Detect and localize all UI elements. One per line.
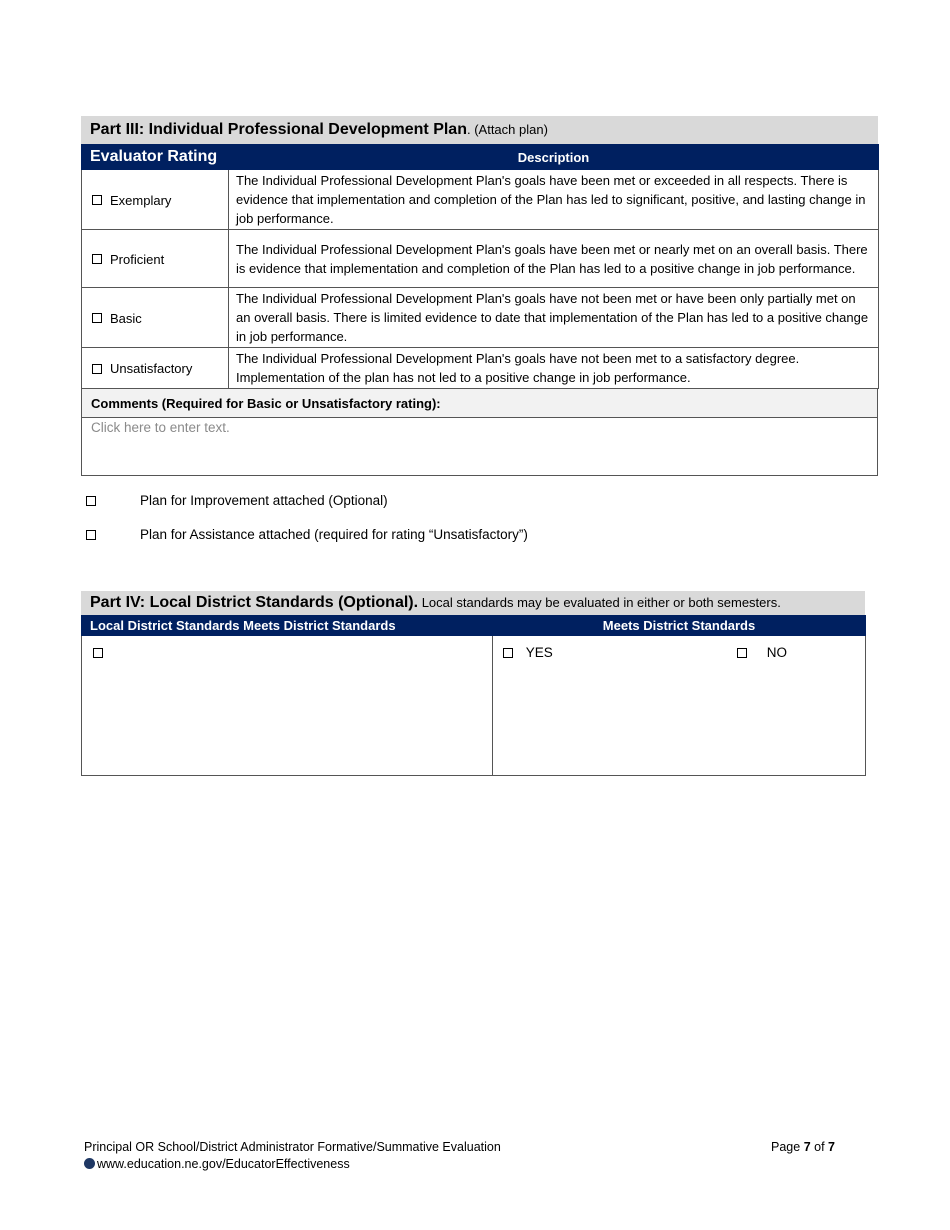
part3-title: Part III: Individual Professional Development Plan <box>90 121 467 138</box>
attachment-assistance[interactable] <box>86 526 528 544</box>
part3-header <box>81 116 878 144</box>
meets-standards-cell <box>493 636 866 776</box>
checkbox-local-standard[interactable] <box>93 648 103 658</box>
footer-url[interactable]: www.education.ne.gov/EducatorEffectiveness <box>97 1157 350 1171</box>
part3-suffix: . (Attach plan) <box>466 122 548 137</box>
col-meets-standards: Meets District Standards <box>493 616 866 636</box>
part4-header <box>81 591 865 615</box>
page-current: 7 <box>803 1140 811 1154</box>
option-no[interactable] <box>737 645 787 661</box>
checkbox-unsatisfactory[interactable] <box>92 364 102 374</box>
col-local-standards: Local District Standards Meets District Standards <box>82 616 493 636</box>
part4-title: Part IV: Local District Standards (Optional). <box>90 594 419 611</box>
footer-doc-title: Principal OR School/District Administrator Formative/Summative Evaluation <box>84 1140 501 1154</box>
rating-description: The Individual Professional Development Plan's goals have been met or nearly met on an overall basis. There is evidence that implementation and completion of the Plan has led to a positive change in job performance. <box>229 230 879 288</box>
rating-row-unsatisfactory <box>82 348 879 389</box>
col-description: Description <box>229 145 879 170</box>
comments-label: Comments (Required for Basic or Unsatisfactory rating): <box>81 389 878 418</box>
yes-label: YES <box>525 645 553 661</box>
rating-option-basic[interactable] <box>82 288 229 348</box>
page-of: of <box>814 1140 825 1154</box>
rating-description: The Individual Professional Development Plan's goals have not been met or have been only partially met on an overall basis. There is limited evidence to date that implementation of the Plan has led to a positive change in job performance. <box>229 288 879 348</box>
checkbox-yes[interactable] <box>503 648 513 658</box>
local-standards-row <box>82 636 866 776</box>
globe-icon <box>84 1158 95 1169</box>
part4-note: Local standards may be evaluated in either or both semesters. <box>421 595 781 610</box>
rating-table-header <box>82 145 879 170</box>
part4-section <box>81 591 865 776</box>
page-total: 7 <box>828 1140 835 1154</box>
option-yes[interactable] <box>503 645 553 661</box>
rating-row-exemplary <box>82 170 879 230</box>
rating-row-basic <box>82 288 879 348</box>
rating-description: The Individual Professional Development Plan's goals have not been met to a satisfactory degree. Implementation of the plan has not led to a positive change in job performance. <box>229 348 879 389</box>
checkbox-plan-assistance[interactable] <box>86 530 96 540</box>
footer-url-line <box>84 1157 350 1171</box>
checkbox-proficient[interactable] <box>92 254 102 264</box>
attachment-improvement[interactable] <box>86 492 388 510</box>
rating-description: The Individual Professional Development Plan's goals have been met or exceeded in all respects. There is evidence that implementation and completion of the Plan has led to significant, positive, and lasting change in job performance. <box>229 170 879 230</box>
local-standards-table <box>81 615 866 776</box>
rating-option-exemplary[interactable] <box>82 170 229 230</box>
checkbox-basic[interactable] <box>92 313 102 323</box>
local-standard-cell[interactable] <box>82 636 493 776</box>
rating-label: Exemplary <box>110 192 172 208</box>
page-prefix: Page <box>771 1140 801 1154</box>
attachment-improvement-label: Plan for Improvement attached (Optional) <box>140 493 388 508</box>
part3-section <box>81 116 878 476</box>
rating-label: Basic <box>110 310 142 326</box>
rating-option-unsatisfactory[interactable] <box>82 348 229 389</box>
rating-table <box>81 144 879 389</box>
page-number <box>771 1140 835 1154</box>
rating-label: Unsatisfactory <box>110 361 193 377</box>
attachment-assistance-label: Plan for Assistance attached (required for rating “Unsatisfactory”) <box>140 527 528 542</box>
rating-option-proficient[interactable] <box>82 230 229 288</box>
rating-label: Proficient <box>110 251 165 267</box>
no-label: NO <box>766 645 788 661</box>
checkbox-plan-improvement[interactable] <box>86 496 96 506</box>
col-evaluator-rating: Evaluator Rating <box>82 145 229 170</box>
rating-row-proficient <box>82 230 879 288</box>
local-standards-header <box>82 616 866 636</box>
checkbox-no[interactable] <box>737 648 747 658</box>
checkbox-exemplary[interactable] <box>92 195 102 205</box>
comments-input[interactable]: Click here to enter text. <box>81 418 878 476</box>
